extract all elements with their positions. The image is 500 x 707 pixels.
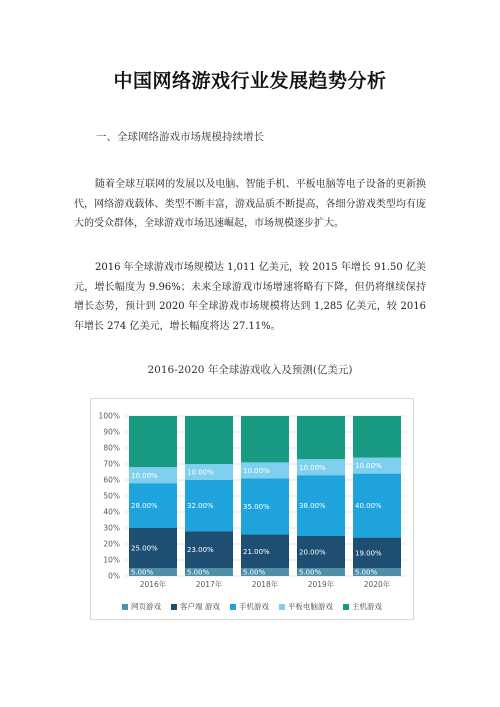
legend-item-mobile — [230, 601, 269, 612]
data-label-web: 5.00% — [187, 568, 210, 577]
data-label-mobile: 40.00% — [355, 502, 382, 511]
legend-item-web — [122, 601, 161, 612]
y-tick-label: 100% — [98, 411, 120, 421]
data-label-mobile: 32.00% — [187, 502, 214, 511]
data-label-tablet: 10.00% — [131, 471, 158, 480]
y-tick-label: 80% — [103, 443, 120, 453]
x-tick-label: 2020年 — [363, 580, 391, 589]
data-label-client: 25.00% — [131, 544, 158, 553]
bar-segment-console — [353, 416, 401, 458]
x-tick-label: 2018年 — [251, 580, 279, 589]
data-label-tablet: 10.00% — [355, 462, 382, 471]
x-tick-label: 2019年 — [307, 580, 335, 589]
y-tick-label: 0% — [108, 571, 120, 581]
legend-label-web: 网页游戏 — [131, 602, 162, 611]
x-tick-label: 2017年 — [195, 580, 223, 589]
data-label-tablet: 10.00% — [243, 467, 270, 475]
y-tick-label: 20% — [103, 539, 120, 549]
chart-title: 2016-2020 年全球游戏收入及预测(亿美元) — [147, 364, 353, 376]
legend-swatch-client — [171, 604, 177, 610]
bar-segment-console — [241, 416, 289, 462]
chart-plot-area — [91, 399, 413, 599]
y-tick-label: 50% — [103, 491, 120, 501]
data-label-web: 5.00% — [355, 568, 378, 577]
y-tick-label: 30% — [103, 523, 120, 533]
bar-segment-console — [297, 416, 345, 459]
legend-label-client: 客户端 游戏 — [180, 602, 220, 611]
data-label-mobile: 35.00% — [243, 503, 270, 511]
legend-item-console — [343, 601, 382, 612]
data-label-tablet: 10.00% — [299, 463, 326, 472]
x-tick-label: 2016年 — [139, 580, 167, 589]
data-label-web: 5.00% — [299, 568, 322, 577]
document-title: 中国网络游戏行业发展趋势分析 — [113, 70, 387, 92]
y-tick-label: 70% — [103, 459, 120, 469]
legend-item-client — [171, 601, 220, 612]
stacked-bar-chart — [90, 398, 414, 620]
legend-swatch-tablet — [279, 604, 285, 610]
legend-swatch-mobile — [230, 604, 236, 610]
data-label-client: 21.00% — [243, 547, 270, 556]
y-tick-label: 10% — [103, 555, 120, 565]
y-tick-label: 40% — [103, 507, 120, 517]
legend-label-console: 主机游戏 — [351, 602, 382, 611]
paragraph-1: 随着全球互联网的发展以及电脑、智能手机、平板电脑等电子设备的更新换代，网络游戏载体、类型不断丰富，游戏品质不断提高，各细分游戏类型均有庞大的受众群体，全球游戏市场迅速崛起，市场规模逐步扩大。 — [74, 179, 426, 229]
legend-item-tablet — [279, 601, 333, 612]
data-label-client: 23.00% — [187, 546, 214, 555]
legend-label-tablet: 平板电脑游戏 — [287, 602, 333, 611]
data-label-tablet: 10.00% — [187, 468, 214, 477]
data-label-client: 19.00% — [355, 549, 382, 558]
legend-swatch-web — [122, 604, 128, 610]
chart-legend — [91, 601, 413, 612]
legend-swatch-console — [343, 604, 349, 610]
bar-segment-console — [129, 416, 177, 467]
data-label-mobile: 28.00% — [131, 502, 158, 511]
paragraph-2: 2016 年全球游戏市场规模达 1,011 亿美元，较 2015 年增长 91.50 亿美元，增长幅度为 9.96%；未来全球游戏市场增速将略有下降，但仍将继续保持增长态势，预计到 2020 年全球游戏市场规模将达到 1,285 亿美元，较 2016 年增长 274 亿美元，增长幅度将达 27.11%。 — [74, 262, 426, 332]
data-label-mobile: 38.00% — [299, 502, 326, 511]
bar-segment-console — [185, 416, 233, 464]
data-label-client: 20.00% — [299, 548, 326, 557]
legend-label-mobile: 手机游戏 — [238, 602, 269, 611]
y-tick-label: 90% — [103, 427, 120, 437]
y-tick-label: 60% — [103, 475, 120, 485]
data-label-web: 5.00% — [243, 568, 266, 577]
data-label-web: 5.00% — [131, 568, 154, 577]
section-heading: 一、全球网络游戏市场规模持续增长 — [96, 131, 264, 143]
